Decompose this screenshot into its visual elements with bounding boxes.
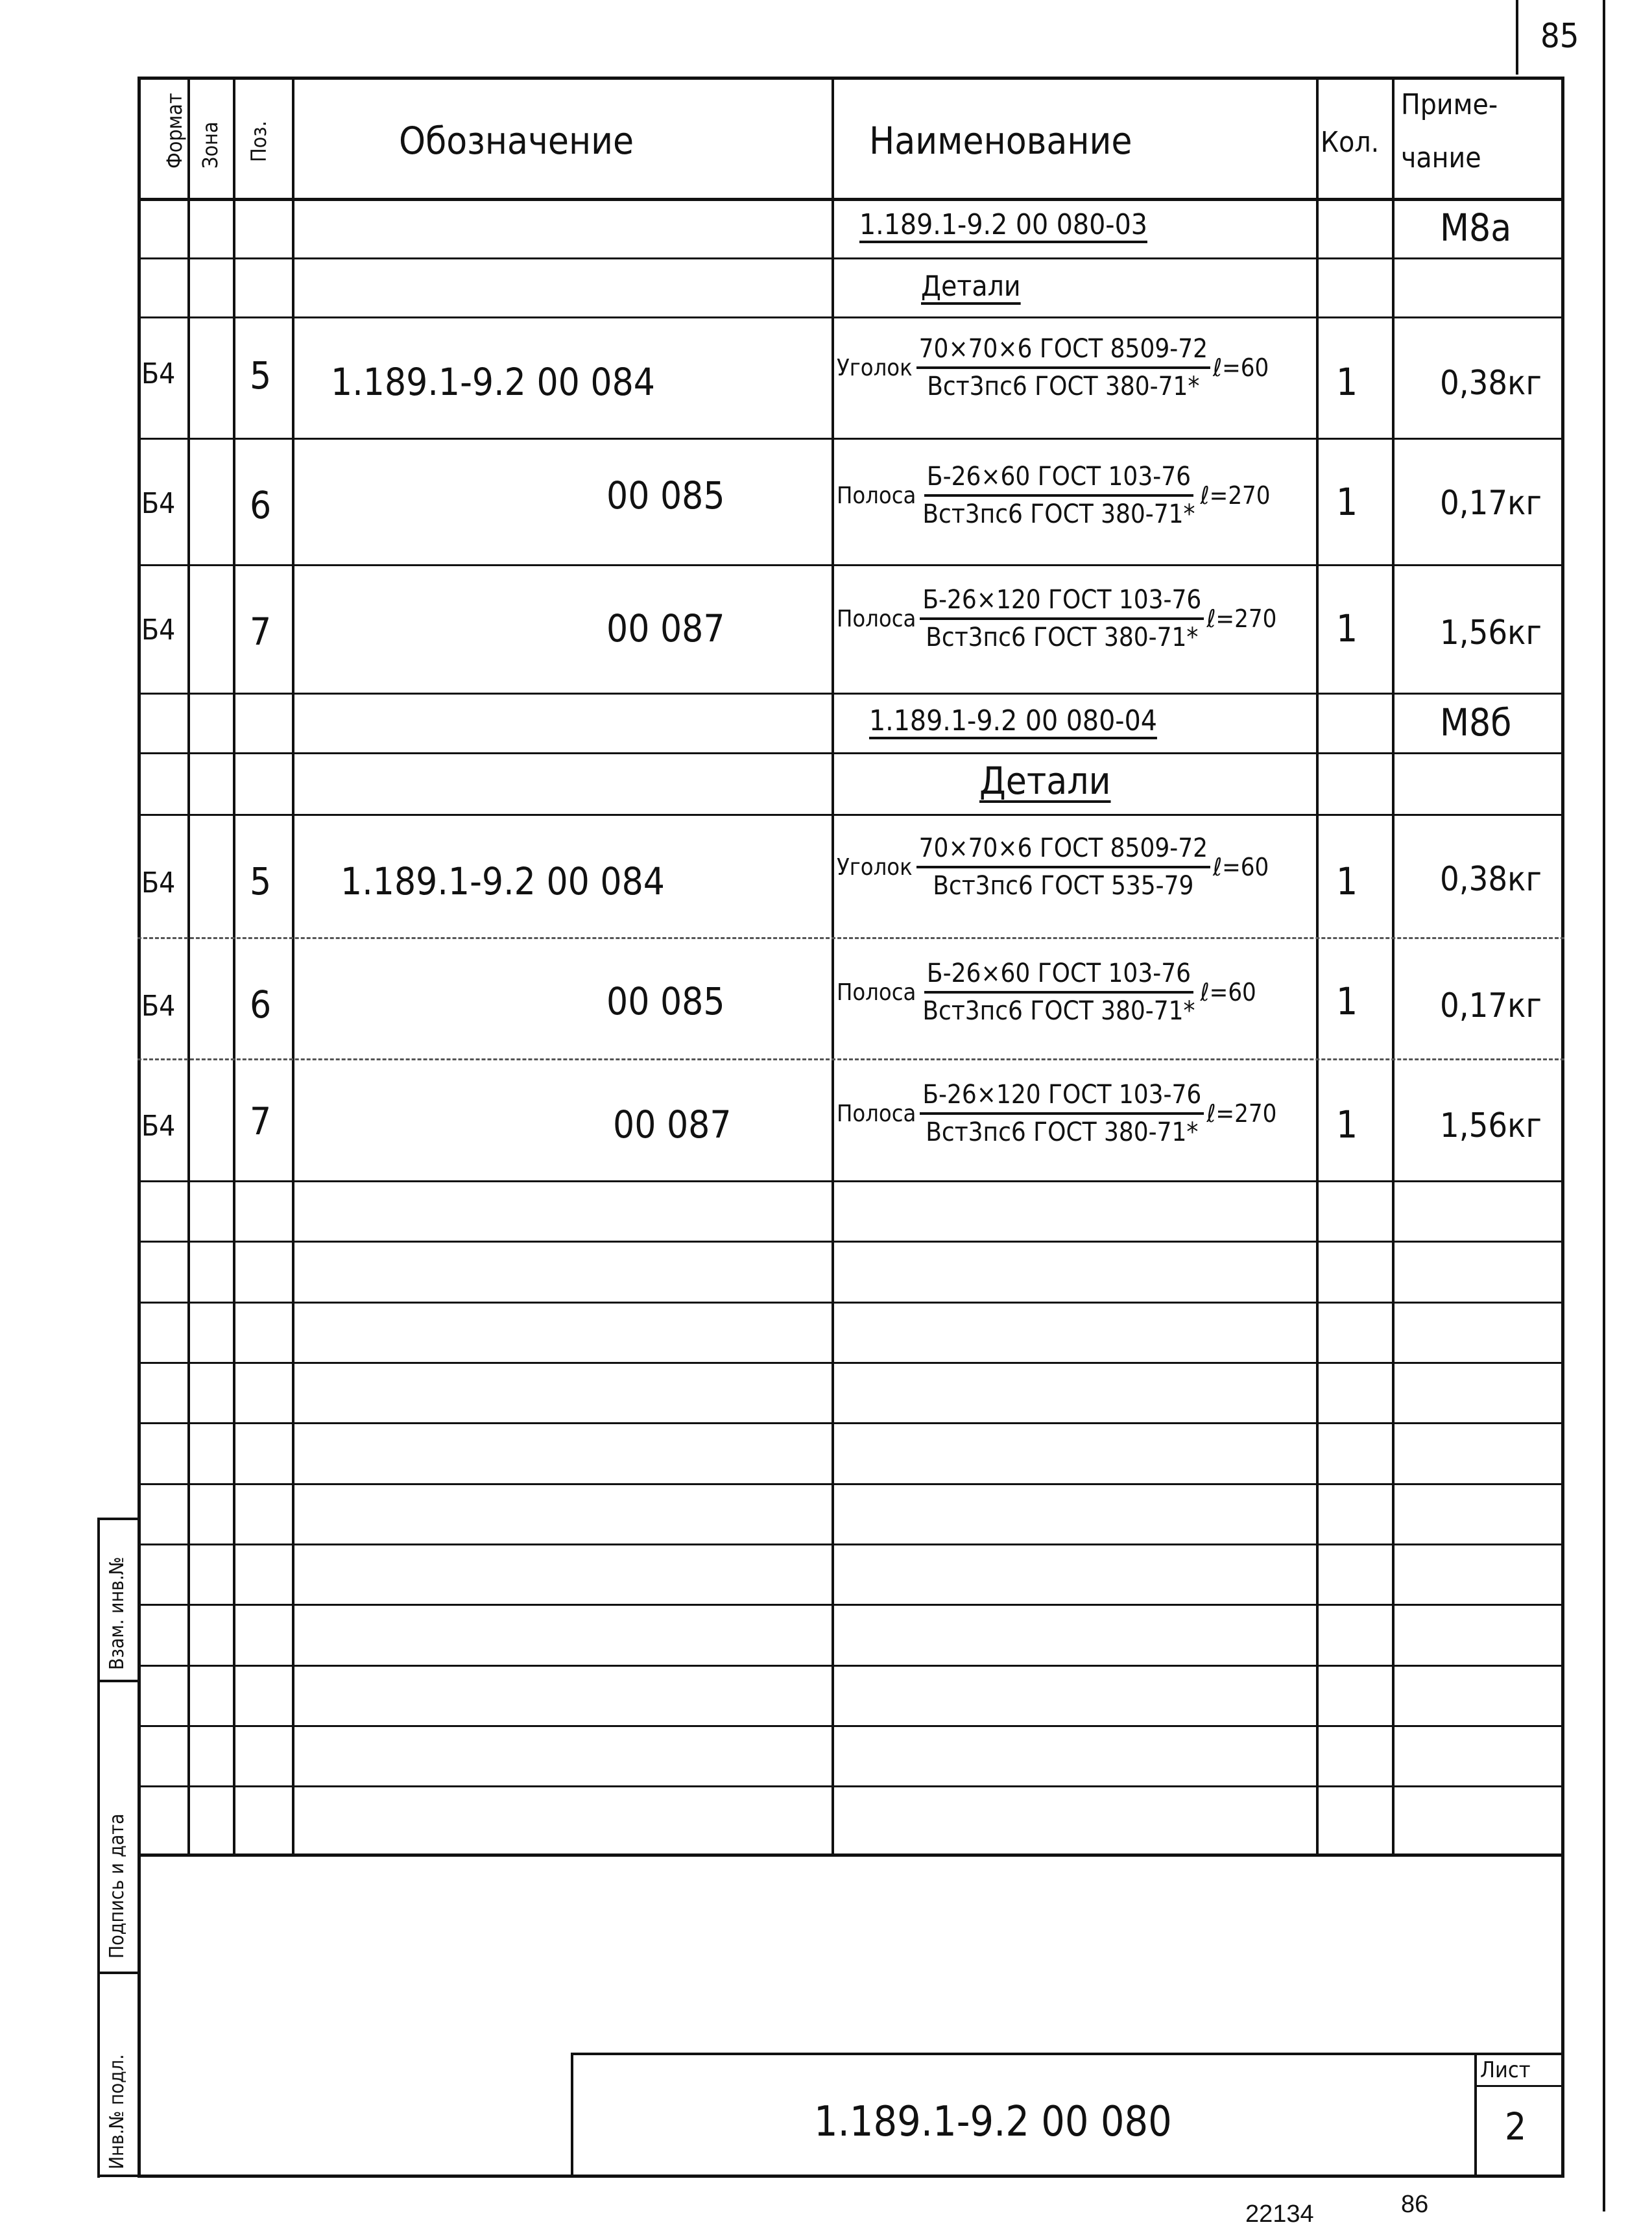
section2-note: М8б <box>1440 700 1512 745</box>
s2-row2-pos: 6 <box>250 983 272 1027</box>
s1-row1-format: Б4 <box>141 357 176 390</box>
side-stamp-line <box>97 1680 139 1682</box>
row-line <box>138 1785 1564 1787</box>
sheet-number-top: 85 <box>1540 17 1579 56</box>
row-line <box>138 257 1564 259</box>
frame-right <box>1561 77 1564 2178</box>
item-length: ℓ=60 <box>1200 978 1256 1007</box>
section1-title: Детали <box>921 270 1021 303</box>
item-profile: 70×70×6 ГОСТ 8509-72 <box>916 334 1210 369</box>
item-length: ℓ=60 <box>1213 353 1269 382</box>
item-material: Вст3пс6 ГОСТ 380-71* <box>922 996 1195 1026</box>
item-material: Вст3пс6 ГОСТ 380-71* <box>927 372 1200 401</box>
item-word: Уголок <box>837 354 913 381</box>
item-material: Вст3пс6 ГОСТ 380-71* <box>922 499 1195 529</box>
row-line <box>138 1725 1564 1727</box>
s1-row1-designation: 1.189.1-9.2 00 084 <box>331 360 655 404</box>
row-line <box>138 1544 1564 1545</box>
header-qty: Кол. <box>1321 126 1380 159</box>
title-block-designation: 1.189.1-9.2 00 080 <box>814 2098 1172 2146</box>
item-length: ℓ=270 <box>1200 481 1271 510</box>
title-block-top <box>571 2053 1563 2055</box>
row-line <box>138 1422 1564 1424</box>
s2-row3-format: Б4 <box>141 1110 176 1143</box>
footer-left-number: 22134 <box>1245 2200 1314 2228</box>
row-line <box>138 1604 1564 1606</box>
row-line <box>138 1241 1564 1243</box>
section1-note: М8а <box>1440 206 1512 250</box>
s1-row3-pos: 7 <box>250 610 272 654</box>
row-line <box>138 1483 1564 1485</box>
section2-title: Детали <box>979 759 1111 803</box>
s2-row2-designation: 00 085 <box>606 979 725 1023</box>
s1-row3-format: Б4 <box>141 614 176 647</box>
item-profile: Б-26×60 ГОСТ 103-76 <box>924 959 1193 994</box>
col-line-qty <box>1316 77 1319 1855</box>
s1-row3-designation: 00 087 <box>606 606 725 650</box>
s2-row3-name <box>837 1080 1276 1147</box>
side-stamp-left <box>97 1518 100 2178</box>
stamp-podpis-data: Подпись и дата <box>106 1813 128 1959</box>
page-right-edge-line <box>1603 0 1605 2211</box>
s1-row2-designation: 00 085 <box>606 473 725 518</box>
row-line <box>138 438 1564 440</box>
s1-row1-qty: 1 <box>1336 360 1358 404</box>
row-line <box>138 1362 1564 1364</box>
s1-row1-note: 0,38кг <box>1440 364 1542 403</box>
s2-row1-name <box>837 833 1269 901</box>
item-length: ℓ=270 <box>1206 1099 1277 1128</box>
frame-bottom <box>138 2175 1564 2178</box>
side-stamp-line <box>97 2175 139 2177</box>
header-position: Поз. <box>246 121 271 162</box>
table-bottom-line <box>138 1854 1564 1857</box>
s2-row1-pos: 5 <box>250 859 272 903</box>
s2-row2-name <box>837 959 1256 1026</box>
s2-row2-format: Б4 <box>141 990 176 1023</box>
row-dashed-line <box>138 1058 1564 1060</box>
row-line <box>138 316 1564 318</box>
header-bottom-line <box>138 198 1564 201</box>
row-line <box>138 564 1564 566</box>
item-material: Вст3пс6 ГОСТ 535-79 <box>933 871 1194 901</box>
item-length: ℓ=60 <box>1213 853 1269 881</box>
title-block-left <box>571 2053 573 2176</box>
item-profile: 70×70×6 ГОСТ 8509-72 <box>916 833 1210 868</box>
page-number-border-left <box>1516 0 1518 75</box>
s1-row2-format: Б4 <box>141 487 176 520</box>
s1-row3-qty: 1 <box>1336 606 1358 650</box>
col-line-zone <box>187 77 190 1855</box>
title-block-sheet-number: 2 <box>1505 2104 1527 2149</box>
row-line <box>138 1302 1564 1304</box>
section1-document: 1.189.1-9.2 00 080-03 <box>859 208 1147 241</box>
row-line <box>138 1665 1564 1667</box>
title-block-divider <box>1474 2053 1477 2176</box>
s1-row1-pos: 5 <box>250 353 272 398</box>
s1-row2-pos: 6 <box>250 483 272 527</box>
stamp-vzam-inv: Взам. инв.№ <box>106 1556 128 1670</box>
item-profile: Б-26×120 ГОСТ 103-76 <box>920 1080 1204 1115</box>
col-line-designation <box>292 77 294 1855</box>
row-dashed-line <box>138 937 1564 939</box>
s1-row2-qty: 1 <box>1336 480 1358 524</box>
item-word: Полоса <box>837 1100 916 1127</box>
s2-row3-qty: 1 <box>1336 1103 1358 1147</box>
item-word: Полоса <box>837 482 916 509</box>
item-length: ℓ=270 <box>1206 604 1277 633</box>
header-note-line1: Приме- <box>1401 88 1498 121</box>
side-stamp-line <box>97 1518 139 1520</box>
item-profile: Б-26×60 ГОСТ 103-76 <box>924 462 1193 497</box>
frame-left <box>138 77 141 2178</box>
item-material: Вст3пс6 ГОСТ 380-71* <box>926 1117 1199 1147</box>
s2-row2-note: 0,17кг <box>1440 986 1542 1025</box>
s2-row1-format: Б4 <box>141 866 176 900</box>
title-block-sheet-line <box>1474 2085 1563 2087</box>
s1-row3-name <box>837 585 1276 652</box>
s1-row1-name <box>837 334 1269 401</box>
item-material: Вст3пс6 ГОСТ 380-71* <box>926 623 1199 652</box>
item-word: Уголок <box>837 853 913 881</box>
s1-row2-name <box>837 462 1271 529</box>
frame-top <box>138 77 1564 80</box>
s2-row3-designation: 00 087 <box>613 1103 732 1147</box>
row-line <box>138 693 1564 695</box>
s1-row3-note: 1,56кг <box>1440 614 1542 652</box>
row-line <box>138 1180 1564 1182</box>
s2-row1-designation: 1.189.1-9.2 00 084 <box>341 859 665 903</box>
stamp-inv-podl: Инв.№ подл. <box>106 2054 128 2169</box>
s2-row1-qty: 1 <box>1336 859 1358 903</box>
footer-right-number: 86 <box>1401 2191 1429 2218</box>
s2-row3-pos: 7 <box>250 1099 272 1143</box>
s2-row2-qty: 1 <box>1336 979 1358 1023</box>
s2-row3-note: 1,56кг <box>1440 1106 1542 1145</box>
header-format: Формат <box>162 93 187 169</box>
header-designation: Обозначение <box>399 119 634 163</box>
header-note-line2: чание <box>1401 141 1481 174</box>
col-line-name <box>832 77 834 1855</box>
side-stamp-line <box>97 1972 139 1974</box>
s2-row1-note: 0,38кг <box>1440 860 1542 899</box>
item-profile: Б-26×120 ГОСТ 103-76 <box>920 585 1204 620</box>
row-line <box>138 814 1564 816</box>
header-zone: Зона <box>198 121 222 169</box>
item-word: Полоса <box>837 979 916 1006</box>
title-block-sheet-label: Лист <box>1480 2057 1531 2083</box>
item-word: Полоса <box>837 605 916 632</box>
s1-row2-note: 0,17кг <box>1440 484 1542 523</box>
section2-document: 1.189.1-9.2 00 080-04 <box>869 704 1157 737</box>
col-line-note <box>1392 77 1395 1855</box>
col-line-pos <box>233 77 235 1855</box>
row-line <box>138 752 1564 754</box>
header-name: Наименование <box>869 119 1132 163</box>
